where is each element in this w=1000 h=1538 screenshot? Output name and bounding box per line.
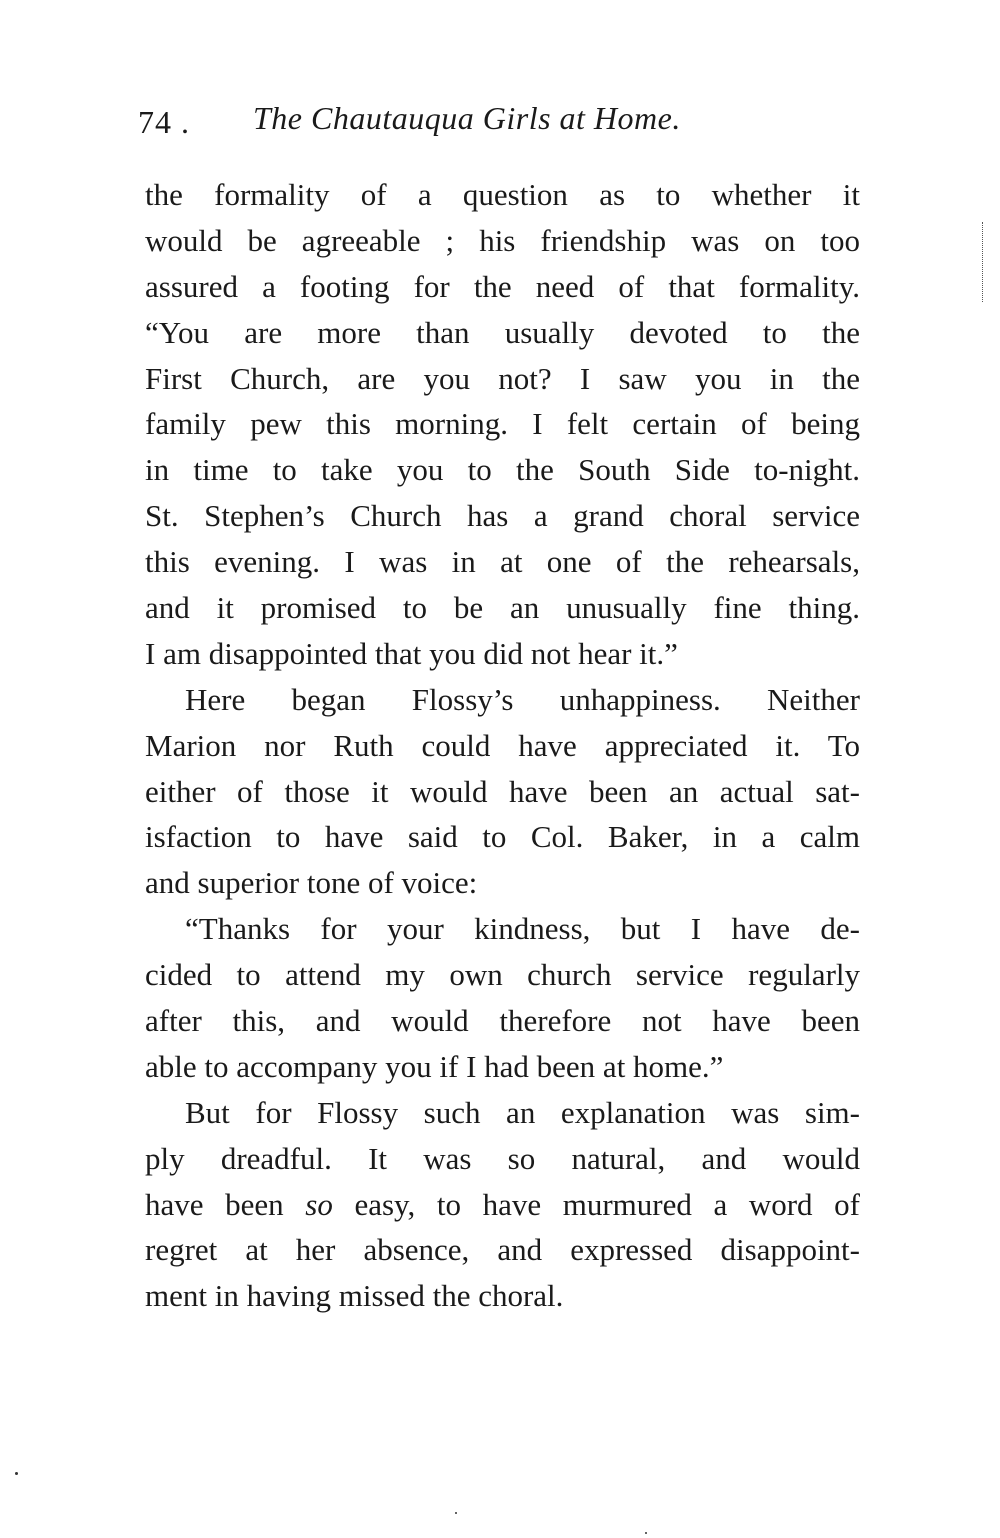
text-line: regret at her absence, and expressed disappoint- (145, 1232, 860, 1268)
running-head (138, 96, 858, 146)
text-line: ply dreadful. It was so natural, and would (145, 1140, 860, 1176)
text-run: easy, to have murmured a word of (332, 1186, 860, 1222)
scan-speck (455, 1512, 457, 1514)
text-line: I am disappointed that you did not hear it.” (145, 635, 678, 671)
body-text (145, 172, 860, 1319)
text-line: the formality of a question as to whether it (145, 177, 860, 212)
text-line-with-emphasis (145, 1182, 860, 1228)
text-line: cided to attend my own church service regularly (145, 957, 860, 993)
text-line: assured a footing for the need of that formality. (145, 268, 860, 304)
text-line: “Thanks for your kindness, but I have de- (185, 911, 860, 947)
text-line: But for Flossy such an explanation was sim- (185, 1094, 860, 1130)
text-line: would be agreeable ; his friendship was on too (145, 222, 860, 258)
text-line: this evening. I was in at one of the rehearsals, (145, 544, 860, 580)
text-line: either of those it would have been an actual sat- (145, 773, 860, 809)
text-line: after this, and would therefore not have been (145, 1003, 860, 1039)
text-line: family pew this morning. I felt certain of being (145, 406, 860, 442)
text-line: Marion nor Ruth could have appreciated it. To (145, 727, 860, 763)
text-line: isfaction to have said to Col. Baker, in a calm (145, 819, 860, 855)
running-title: The Chautauqua Girls at Home. (253, 100, 681, 136)
scan-speck (645, 1532, 647, 1534)
scan-speck (15, 1472, 18, 1475)
text-line: and superior tone of voice: (145, 865, 478, 901)
emphasized-word: so (305, 1186, 333, 1222)
text-line: ment in having missed the choral. (145, 1278, 564, 1314)
text-line: and it promised to be an unusually fine thing. (145, 590, 860, 626)
text-line: “You are more than usually devoted to the (145, 314, 860, 350)
text-line: able to accompany you if I had been at home.” (145, 1048, 724, 1084)
text-line: First Church, are you not? I saw you in the (145, 360, 860, 396)
text-line: Here began Flossy’s unhappiness. Neither (185, 681, 860, 717)
text-line: St. Stephen’s Church has a grand choral service (145, 498, 860, 534)
margin-scan-mark (982, 222, 985, 302)
text-run: have been (145, 1186, 306, 1222)
text-line: in time to take you to the South Side to-night. (145, 452, 860, 488)
page-number: 74 . (138, 104, 190, 140)
